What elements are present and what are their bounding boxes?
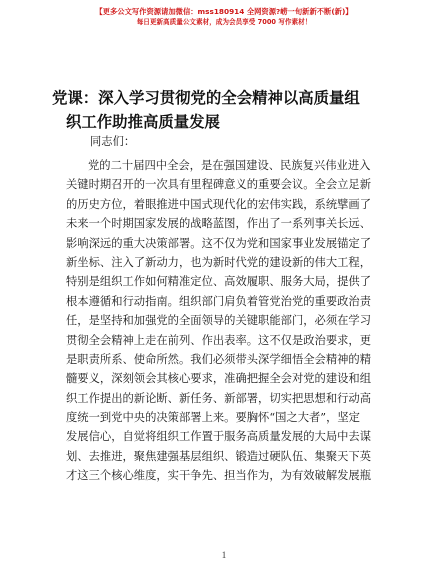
body-line: 新坐标、注入了新动力，也为新时代党的建设新的伟大工程， [66, 255, 372, 269]
title-line-2: 织工作助推高质量发展 [66, 113, 220, 131]
document-title [52, 86, 396, 134]
promo-line-1: 【更多公文写作资源请加微信：mss180914 全网资源?崂一旬新新不断(新)】 [95, 7, 353, 16]
body-line: 党的二十届四中全会，是在强国建设、民族复兴伟业进入 [88, 159, 371, 172]
body-line: 影响深远的重大决策部署。这不仅为党和国家事业发展锚定了 [66, 236, 372, 250]
body-line: 划、去推进，聚焦建强基层组织、锻造过硬队伍、集聚天下英 [66, 449, 372, 463]
body-line: 贯彻全会精神上走在前列、作出表率。这不仅是政治要求，更 [66, 333, 372, 347]
body-line: 的历史方位，着眼推进中国式现代化的宏伟实践，系统擘画了 [66, 197, 372, 211]
promo-line-2: 每日更新高质量公文素材，成为会员享受 7000 写作素材！ [136, 18, 312, 26]
body-line: 未来一个时期国家发展的战略蓝图，作出了一系列事关长远、 [66, 217, 372, 231]
body-line: 度统一到党中央的决策部署上来。要胸怀“国之大者”，坚定 [66, 411, 360, 425]
greeting: 同志们： [90, 135, 136, 148]
body-line: 是职责所系、使命所然。我们必须带头深学细悟全会精神的精 [66, 352, 372, 366]
body-line: 特别是组织工作如何精准定位、高效履职、服务大局，提供了 [66, 275, 372, 289]
promo-banner [40, 6, 408, 27]
title-line-1: 党课：深入学习贯彻党的全会精神以高质量组 [52, 89, 360, 107]
body-line: 才这三个核心维度，实干争先、担当作为，为有效破解发展瓶 [66, 469, 372, 483]
body-line: 任，是坚持和加强党的全面领导的关键职能部门，必须在学习 [66, 314, 372, 328]
page-number: 1 [221, 550, 227, 560]
body-paragraph [66, 156, 388, 486]
body-line: 发展信心，自觉将组织工作置于服务高质量发展的大局中去谋 [66, 430, 372, 444]
body-line: 织工作提出的新论断、新任务、新部署，切实把思想和行动高 [66, 391, 372, 405]
body-line: 根本遵循和行动指南。组织部门肩负着管党治党的重要政治责 [66, 294, 372, 308]
body-line: 关键时期召开的一次具有里程碑意义的重要会议。全会立足新 [66, 178, 372, 192]
body-line: 髓要义，深刻领会其核心要求，准确把握全会对党的建设和组 [66, 372, 372, 386]
